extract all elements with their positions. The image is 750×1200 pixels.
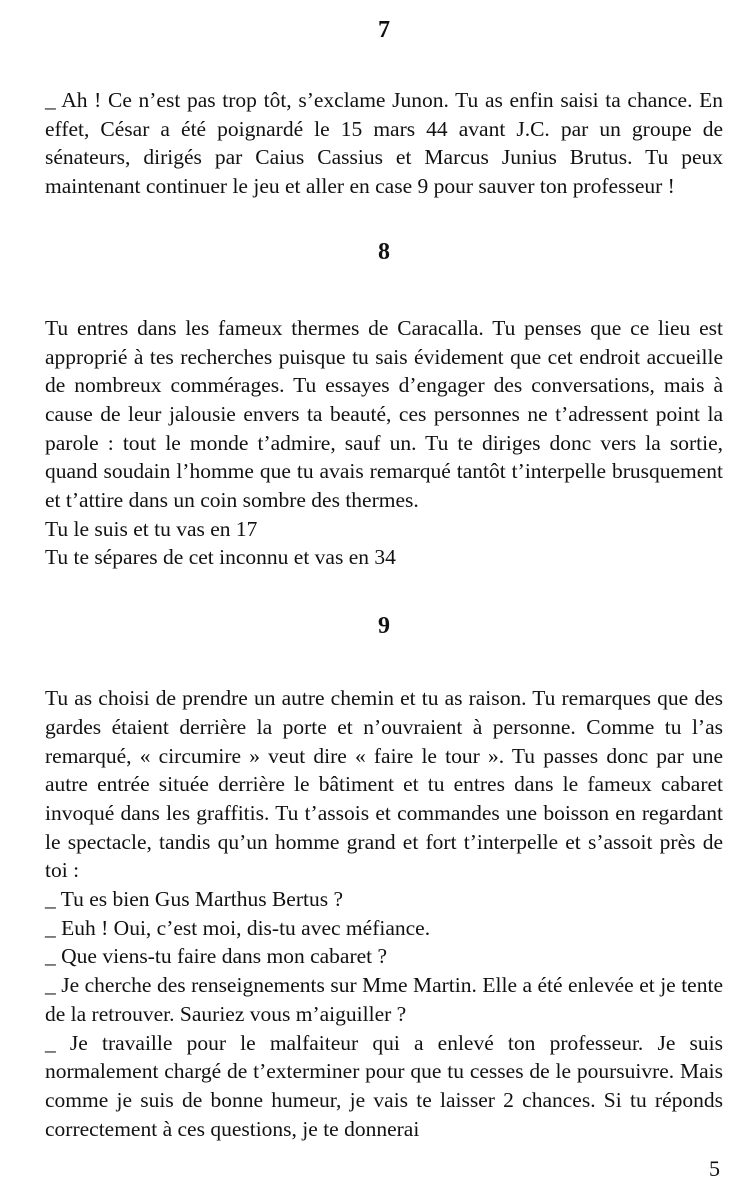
dialogue-line: _ Que viens-tu faire dans mon cabaret ? bbox=[45, 944, 388, 969]
section-8 bbox=[45, 236, 723, 572]
book-page bbox=[45, 14, 723, 1143]
choice-option: Tu le suis et tu vas en 17 bbox=[45, 516, 258, 541]
section-paragraph: Tu as choisi de prendre un autre chemin et tu as raison. Tu remarques que des gardes étaient derrière la porte et n’ouvraient à personne. Comme tu l’as remarqué, « circumire » veut dire « faire le tour ». Tu passes donc par une autre entrée située derrière le bâtiment et tu entres dans le fameux cabaret invoqué dans les graffitis. Tu t’assois et commandes une boisson en regardant le spectacle, tandis qu’un homme grand et fort t’interpelle et s’assoit près de toi : bbox=[45, 686, 723, 883]
section-number: 7 bbox=[378, 17, 390, 43]
dialogue-line: _ Je cherche des renseignements sur Mme Martin. Elle a été enlevée et je tente de la retrouver. Sauriez vous m’aiguiller ? bbox=[45, 973, 723, 1026]
section-number: 9 bbox=[378, 613, 390, 640]
section-paragraph: Tu entres dans les fameux thermes de Caracalla. Tu penses que ce lieu est approprié à tes recherches puisque tu sais évidement que cet endroit accueille de nombreux commérages. Tu essayes d’engager des conversations, mais à cause de leur jalousie envers ta beauté, ces personnes ne t’adressent point la parole : tout le monde t’admire, sauf un. Tu te diriges donc vers la sortie, quand soudain l’homme que tu avais remarqué tantôt t’interpelle brusquement et t’attire dans un coin sombre des thermes. bbox=[45, 315, 723, 513]
choice-option: Tu te sépares de cet inconnu et vas en 34 bbox=[45, 545, 396, 570]
section-9 bbox=[45, 610, 723, 1143]
page-number: 5 bbox=[709, 1156, 720, 1181]
section-paragraph: _ Ah ! Ce n’est pas trop tôt, s’exclame Junon. Tu as enfin saisi ta chance. En effet, César a été poignardé le 15 mars 44 avant J.C. par un groupe de sénateurs, dirigés par Caius Cassius et Marcus Junius Brutus. Tu peux maintenant continuer le jeu et aller en case 9 pour sauver ton professeur ! bbox=[45, 88, 723, 199]
section-number: 8 bbox=[378, 238, 390, 265]
section-7 bbox=[45, 14, 723, 201]
dialogue-line: _ Tu es bien Gus Marthus Bertus ? bbox=[45, 887, 344, 912]
dialogue-line: _ Euh ! Oui, c’est moi, dis-tu avec méfiance. bbox=[45, 915, 431, 940]
dialogue-line: _ Je travaille pour le malfaiteur qui a enlevé ton professeur. Je suis normalement chargé de t’exterminer pour que tu cesses de le poursuivre. Mais comme je suis de bonne humeur, je vais te laisser 2 chances. Si tu réponds correctement à ces questions, je te donnerai bbox=[45, 1030, 723, 1141]
